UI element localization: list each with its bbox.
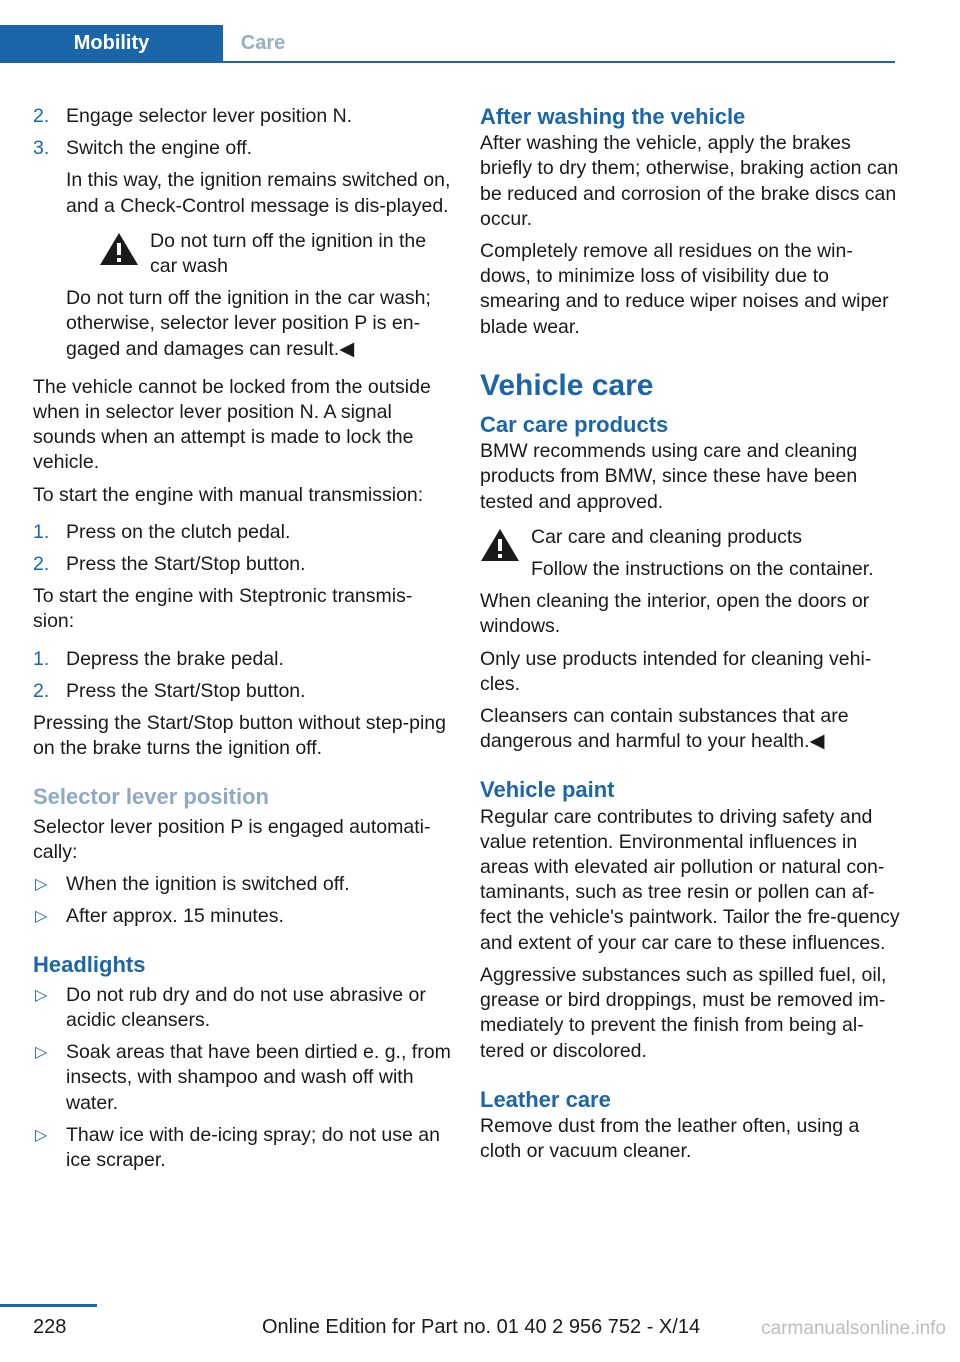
list-item <box>33 552 453 577</box>
paragraph: To start the engine with Steptronic transmis-sion: <box>33 585 413 633</box>
list-number: 1. <box>33 520 50 543</box>
paragraph: Completely remove all residues on the win-dows, to minimize loss of visibility due to smearing and to reduce wiper noises and wiper blade wear. <box>480 240 889 338</box>
list-item-text: Soak areas that have been dirtied e. g., from insects, with shampoo and wash off with water. <box>66 1041 451 1114</box>
warning-box <box>480 525 900 582</box>
paragraph: Regular care contributes to driving safety and value retention. Environmental influences in areas with elevated air pollution or natural con-taminants, such as tree resin or pollen can af-fect the vehicle's paintwork. Tailor the fre-quency and extent of your car care to these influences. <box>480 805 900 954</box>
list-item-text: When the ignition is switched off. <box>66 873 350 896</box>
heading-leather-care: Leather care <box>480 1086 611 1112</box>
warning-icon <box>99 231 139 267</box>
paragraph: Pressing the Start/Stop button without step-ping on the brake turns the ignition off. <box>33 712 446 760</box>
bullet-triangle-icon: ▷ <box>35 908 48 926</box>
list-item <box>33 872 453 897</box>
list-item <box>33 904 453 929</box>
heading-vehicle-paint: Vehicle paint <box>480 777 615 803</box>
page-number: 228 <box>33 1316 67 1338</box>
list-item <box>33 679 453 704</box>
paragraph: The vehicle cannot be locked from the outside when in selector lever position N. A signal sounds when an attempt is made to lock the vehicle. <box>33 375 431 474</box>
list-item <box>33 136 453 161</box>
section-tabs <box>0 25 895 63</box>
bullet-triangle-icon: ▷ <box>35 986 48 1004</box>
list-item-text: Switch the engine off. <box>66 137 253 160</box>
tab-care[interactable]: Care <box>240 32 286 54</box>
footer-rule <box>0 1304 97 1307</box>
list-number: 2. <box>33 105 50 127</box>
heading-headlights: Headlights <box>33 952 146 978</box>
edition-text: Online Edition for Part no. 01 40 2 956 752 - X/14 <box>262 1316 701 1338</box>
list-item-text: Press the Start/Stop button. <box>66 679 306 702</box>
warning-icon <box>480 527 520 563</box>
bullet-triangle-icon: ▷ <box>35 1044 48 1062</box>
sub-paragraph: In this way, the ignition remains switched on, and a Check-Control message is dis-played. <box>66 169 451 217</box>
bullet-triangle-icon: ▷ <box>35 1126 48 1144</box>
paragraph: BMW recommends using care and cleaning products from BMW, since these have been tested and approved. <box>480 440 858 513</box>
tab-mobility[interactable]: Mobility <box>0 25 223 61</box>
list-item-text: Do not rub dry and do not use abrasive or acidic cleansers. <box>66 983 426 1031</box>
watermark: carmanualsonline.info <box>761 1318 946 1339</box>
warning-title: Do not turn off the ignition in the car wash <box>150 229 427 278</box>
bullet-triangle-icon: ▷ <box>35 876 48 894</box>
list-item-text: Press the Start/Stop button. <box>66 553 306 576</box>
list-item-text: Press on the clutch pedal. <box>66 520 291 543</box>
list-item <box>33 1123 453 1173</box>
heading-car-care-products: Car care products <box>480 412 669 438</box>
list-number: 2. <box>33 679 50 702</box>
list-item-text: Depress the brake pedal. <box>66 647 284 670</box>
left-column <box>33 104 453 1180</box>
paragraph: To start the engine with manual transmission: <box>33 483 424 506</box>
list-number: 2. <box>33 553 50 576</box>
warning-box <box>66 229 453 279</box>
paragraph: After washing the vehicle, apply the brakes briefly to dry them; otherwise, braking action can be reduced and corrosion of the brake discs can occur. <box>480 132 899 230</box>
paragraph: Selector lever position P is engaged automati-cally: <box>33 815 431 863</box>
list-number: 3. <box>33 137 50 160</box>
right-column <box>480 104 900 1171</box>
list-number: 1. <box>33 647 50 670</box>
list-item-text: Thaw ice with de-icing spray; do not use an ice scraper. <box>66 1123 440 1171</box>
paragraph: Remove dust from the leather often, using a cloth or vacuum cleaner. <box>480 1114 860 1163</box>
list-item <box>33 1040 453 1116</box>
heading-selector-lever: Selector lever position <box>33 784 269 810</box>
warning-body: Follow the instructions on the container. <box>531 558 874 581</box>
list-item <box>33 104 453 129</box>
paragraph: Aggressive substances such as spilled fuel, oil, grease or bird droppings, must be removed im-mediately to prevent the finish from being al-tered or discolored. <box>480 963 887 1062</box>
heading-vehicle-care: Vehicle care <box>480 368 654 402</box>
list-item <box>33 647 453 672</box>
warning-body: Do not turn off the ignition in the car wash; otherwise, selector lever position P is en-gaged and damages can result.◀ <box>66 287 431 360</box>
paragraph: Cleansers can contain substances that are dangerous and harmful to your health.◀ <box>480 705 849 753</box>
list-item <box>33 520 453 545</box>
list-item <box>33 983 453 1033</box>
paragraph: Only use products intended for cleaning vehi-cles. <box>480 647 872 695</box>
list-item-text: Engage selector lever position N. <box>66 105 353 127</box>
paragraph: When cleaning the interior, open the doors or windows. <box>480 590 870 638</box>
heading-after-washing: After washing the vehicle <box>480 104 746 129</box>
list-item-text: After approx. 15 minutes. <box>66 905 284 928</box>
warning-title: Car care and cleaning products <box>531 525 802 548</box>
